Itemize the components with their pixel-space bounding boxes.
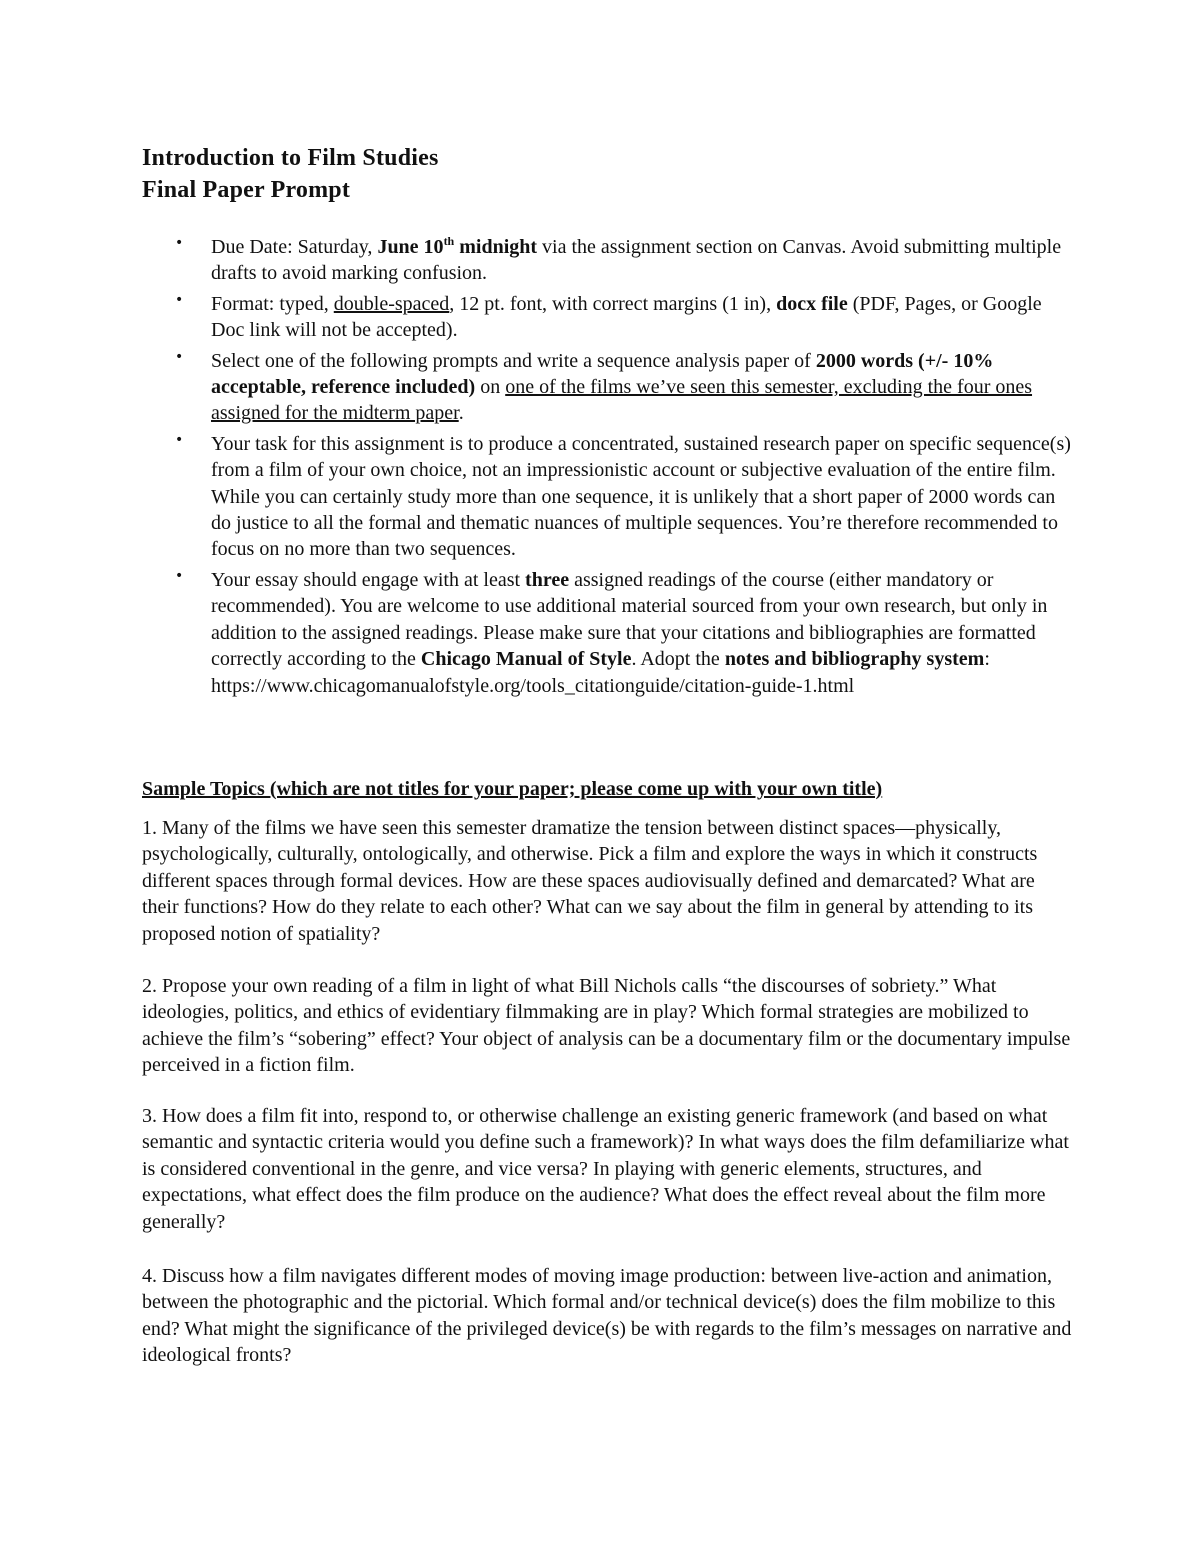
due-date-rest: via the assignment section on Canvas. Avoid submitting multiple drafts to avoid marking confusion.	[211, 236, 1062, 285]
due-date-day: June 10	[377, 236, 444, 258]
readings-count: three	[525, 568, 570, 591]
sample-topic-3: 3. How does a film fit into, respond to, or otherwise challenge an existing generic framework (and based on what semantic and syntactic criteria would you define such a framework)? In what ways does the film defamiliarize what is considered conventional in the genre, and vice versa? In playing with generic elements, structures, and expectations, what effect does the film produce on the audience? What does the effect reveal about the film more generally?	[142, 1105, 1069, 1233]
readings-system: notes and bibliography system	[724, 648, 985, 671]
course-title: Introduction to Film Studies	[142, 145, 439, 171]
document-title: Final Paper Prompt	[142, 177, 351, 203]
readings-mid1: assigned readings of the course (either mandatory or recommended). You are welcome to use additional material sourced from your own research, but only in addition to the assigned readings. Please make sure that your citations and bibliographies are formatted correctly according to the	[211, 568, 1048, 671]
list-item-readings	[175, 567, 1075, 699]
due-date-time: midnight	[454, 236, 538, 258]
citation-guide-url: https://www.chicagomanualofstyle.org/tools_citationguide/citation-guide-1.html	[211, 674, 855, 697]
selection-prefix: Select one of the following prompts and write a sequence analysis paper of	[211, 349, 816, 372]
format-prefix: Format: typed,	[211, 292, 334, 315]
format-spacing: double-spaced	[333, 292, 450, 315]
sample-topics-heading: Sample Topics (which are not titles for your paper; please come up with your own title)	[142, 778, 883, 800]
readings-mid3: :	[984, 648, 990, 671]
format-rest: (PDF, Pages, or Google Doc link will not be accepted).	[211, 292, 1042, 342]
bullet-icon: •	[175, 291, 184, 308]
readings-mid2: . Adopt the	[631, 648, 725, 671]
sample-topic-4: 4. Discuss how a film navigates different modes of moving image production: between live-action and animation, between the photographic and the pictorial. Which formal and/or technical device(s) does the film mobilize to this end? What might the significance of the privileged device(s) be with regards to the film’s messages on narrative and ideological fronts?	[142, 1265, 1072, 1367]
task-text: Your task for this assignment is to produce a concentrated, sustained research paper on specific sequence(s) from a film of your own choice, not an impressionistic account or subjective evaluation of the entire film. While you can certainly study more than one sequence, it is unlikely that a short paper of 2000 words can do justice to all the formal and thematic nuances of multiple sequences. You’re therefore recommended to focus on no more than two sequences.	[211, 432, 1071, 561]
format-file-type: docx file	[776, 292, 848, 315]
bullet-icon: •	[175, 348, 184, 365]
due-date-value	[377, 236, 537, 258]
bullet-icon: •	[175, 567, 184, 584]
list-item-prompt-selection	[175, 348, 1075, 427]
selection-mid: on	[475, 376, 506, 399]
due-date-prefix: Due Date: Saturday,	[211, 236, 378, 258]
bullet-icon: •	[175, 235, 184, 251]
bullet-icon: •	[175, 431, 184, 448]
list-item-task	[175, 431, 1075, 563]
readings-style-guide: Chicago Manual of Style	[420, 648, 632, 671]
selection-word-count: 2000 words (+/- 10% acceptable, reference included)	[211, 349, 994, 399]
list-item-format	[175, 291, 1075, 344]
list-item-due-date	[175, 234, 1075, 287]
due-date-suffix: th	[443, 234, 455, 248]
selection-film-scope: one of the films we’ve seen this semester, excluding the four ones assigned for the midterm paper	[211, 376, 1033, 425]
format-mid: , 12 pt. font, with correct margins (1 in),	[449, 292, 777, 315]
sample-topic-1: 1. Many of the films we have seen this semester dramatize the tension between distinct spaces—physically, psychologically, culturally, ontologically, and otherwise. Pick a film and explore the ways in which it constructs different spaces through formal devices. How are these spaces audiovisually defined and demarcated? What are their functions? How do they relate to each other? What can we say about the film in general by attending to its proposed notion of spatiality?	[142, 817, 1038, 945]
requirements-list	[175, 234, 1075, 703]
readings-prefix: Your essay should engage with at least	[211, 568, 526, 591]
selection-end: .	[458, 402, 464, 425]
sample-topic-2: 2. Propose your own reading of a film in light of what Bill Nichols calls “the discourses of sobriety.” What ideologies, politics, and ethics of evidentiary filmmaking are in play? Which formal strategies are mobilized to achieve the film’s “sobering” effect? Your object of analysis can be a documentary film or the documentary impulse perceived in a fiction film.	[142, 975, 1071, 1077]
